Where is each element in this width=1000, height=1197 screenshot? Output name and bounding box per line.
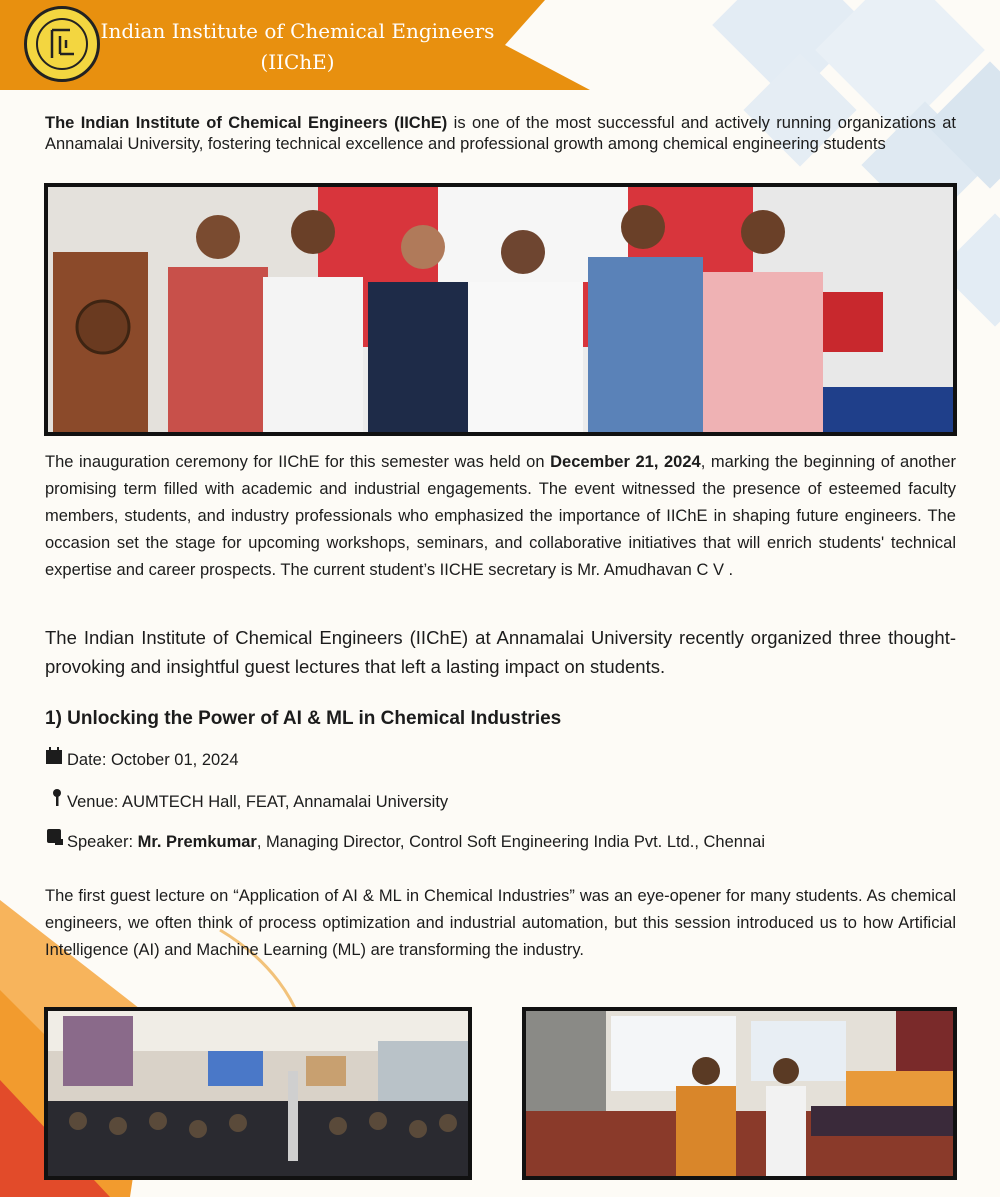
lecture1-speaker-rest: , Managing Director, Control Soft Engineering India Pvt. Ltd., Chennai	[256, 833, 765, 851]
felicitation-illustration	[526, 1011, 953, 1176]
lecture-hall-photo	[44, 1007, 472, 1180]
intro-bold: The Indian Institute of Chemical Engineers (IIChE)	[45, 114, 448, 132]
lecture1-venue-text: Venue: AUMTECH Hall, FEAT, Annamalai University	[67, 793, 449, 811]
org-title-line2: (IIChE)	[260, 50, 335, 74]
inauguration-part1: The inauguration ceremony for IIChE for this semester was held on	[45, 453, 551, 471]
lecture1-speaker-label: Speaker:	[67, 833, 138, 851]
main-photo	[44, 183, 957, 436]
group-photo-illustration	[48, 187, 953, 432]
calendar-icon	[45, 747, 67, 770]
inauguration-paragraph	[45, 449, 956, 584]
logo-monogram-icon	[38, 20, 86, 68]
intro-rest: is one of the most successful and actively running organizations at Annamalai University, fostering technical excellence and professional growth among chemical engineering students	[45, 114, 956, 153]
inauguration-part2: , marking the beginning of another promising term filled with academic and industrial engagements. The event witnessed the presence of esteemed faculty members, students, and industry professionals who emphasized the importance of IIChE in shaping future engineers. The occasion set the stage for upcoming workshops, seminars, and collaborative initiatives that will enrich students' technical expertise and career prospects. The current student’s IICHE secretary is Mr. Amudhavan C V .	[45, 453, 957, 579]
org-title-line1: Indian Institute of Chemical Engineers	[100, 19, 495, 43]
inauguration-date: December 21, 2024	[550, 453, 701, 471]
lecture1-speaker-name: Mr. Premkumar	[137, 833, 257, 851]
lecture-hall-illustration	[48, 1011, 468, 1176]
felicitation-photo	[522, 1007, 957, 1180]
lecture1-summary: The first guest lecture on “Application of AI & ML in Chemical Industries” was an eye-opener for many students. As chemical engineers, we often think of process optimization and industrial automation, but this session introduced us to how Artificial Intelligence (AI) and Machine Learning (ML) are transforming the industry.	[45, 887, 956, 959]
lectures-intro: The Indian Institute of Chemical Engineers (IIChE) at Annamalai University recently organized three thought-provoking and insightful guest lectures that left a lasting impact on students.	[45, 627, 956, 677]
lecture1-heading: 1) Unlocking the Power of AI & ML in Chemical Industries	[45, 708, 562, 729]
org-title	[100, 16, 495, 78]
lecture1-speaker	[45, 827, 765, 852]
lecture1-date-text: Date: October 01, 2024	[67, 751, 239, 769]
pin-icon	[45, 787, 67, 812]
lecture1-venue	[45, 787, 448, 812]
iiche-logo	[24, 6, 100, 82]
speaker-icon	[45, 827, 67, 852]
logo-emblem	[36, 18, 88, 70]
lecture1-date	[45, 747, 239, 770]
intro-paragraph	[45, 113, 956, 155]
